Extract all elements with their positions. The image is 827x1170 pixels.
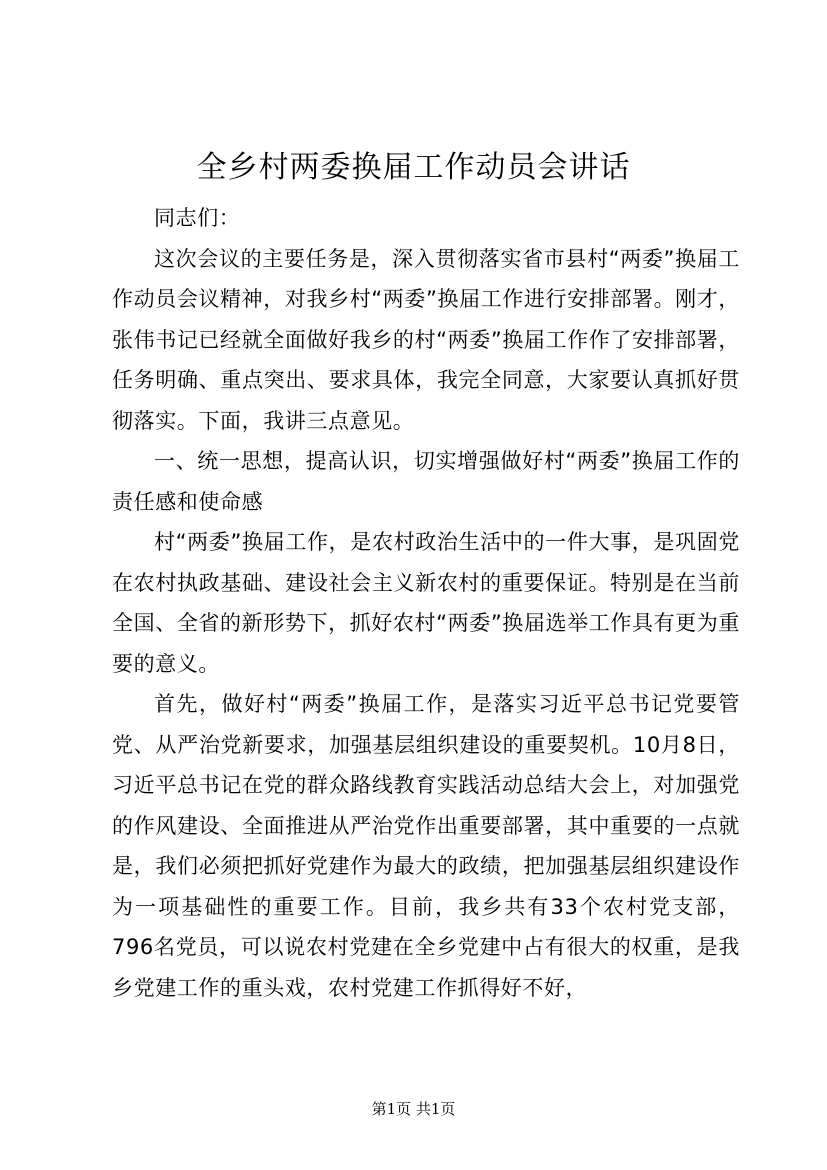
body-paragraph: 首先，做好村“两委”换届工作，是落实习近平总书记党要管党、从严治党新要求，加强基层组织建设的重要契机。10月8日，习近平总书记在党的群众路线教育实践活动总结大会上，对加强党的作风建设、全面推进从严治党作出重要部署，其中重要的一点就是，我们必须把抓好党建作为最大的政绩，把加强基层组织建设作为一项基础性的重要工作。目前，我乡共有33个农村党支部，796名党员，可以说农村党建在全乡党建中占有很大的权重，是我乡党建工作的重头戏，农村党建工作抓得好不好， (112, 692, 740, 1000)
document-body (112, 198, 740, 1008)
section-heading-1: 一、统一思想，提高认识，切实增强做好村“两委”换届工作的责任感和使命感 (112, 449, 740, 514)
body-paragraph: 村“两委”换届工作，是农村政治生活中的一件大事，是巩固党在农村执政基础、建设社会主义新农村的重要保证。特别是在当前全国、全省的新形势下，抓好农村“两委”换届选举工作具有更为重要的意义。 (112, 530, 740, 676)
document-title: 全乡村两委换届工作动员会讲话 (196, 150, 631, 185)
salutation-paragraph: 同志们： (154, 206, 241, 230)
page-footer: 第1页 共1页 (371, 1100, 456, 1118)
intro-paragraph: 这次会议的主要任务是，深入贯彻落实省市县村“两委”换届工作动员会议精神，对我乡村“两委”换届工作进行安排部署。刚才，张伟书记已经就全面做好我乡的村“两委”换届工作作了安排部署，任务明确、重点突出、要求具体，我完全同意，大家要认真抓好贯彻落实。下面，我讲三点意见。 (112, 246, 740, 433)
